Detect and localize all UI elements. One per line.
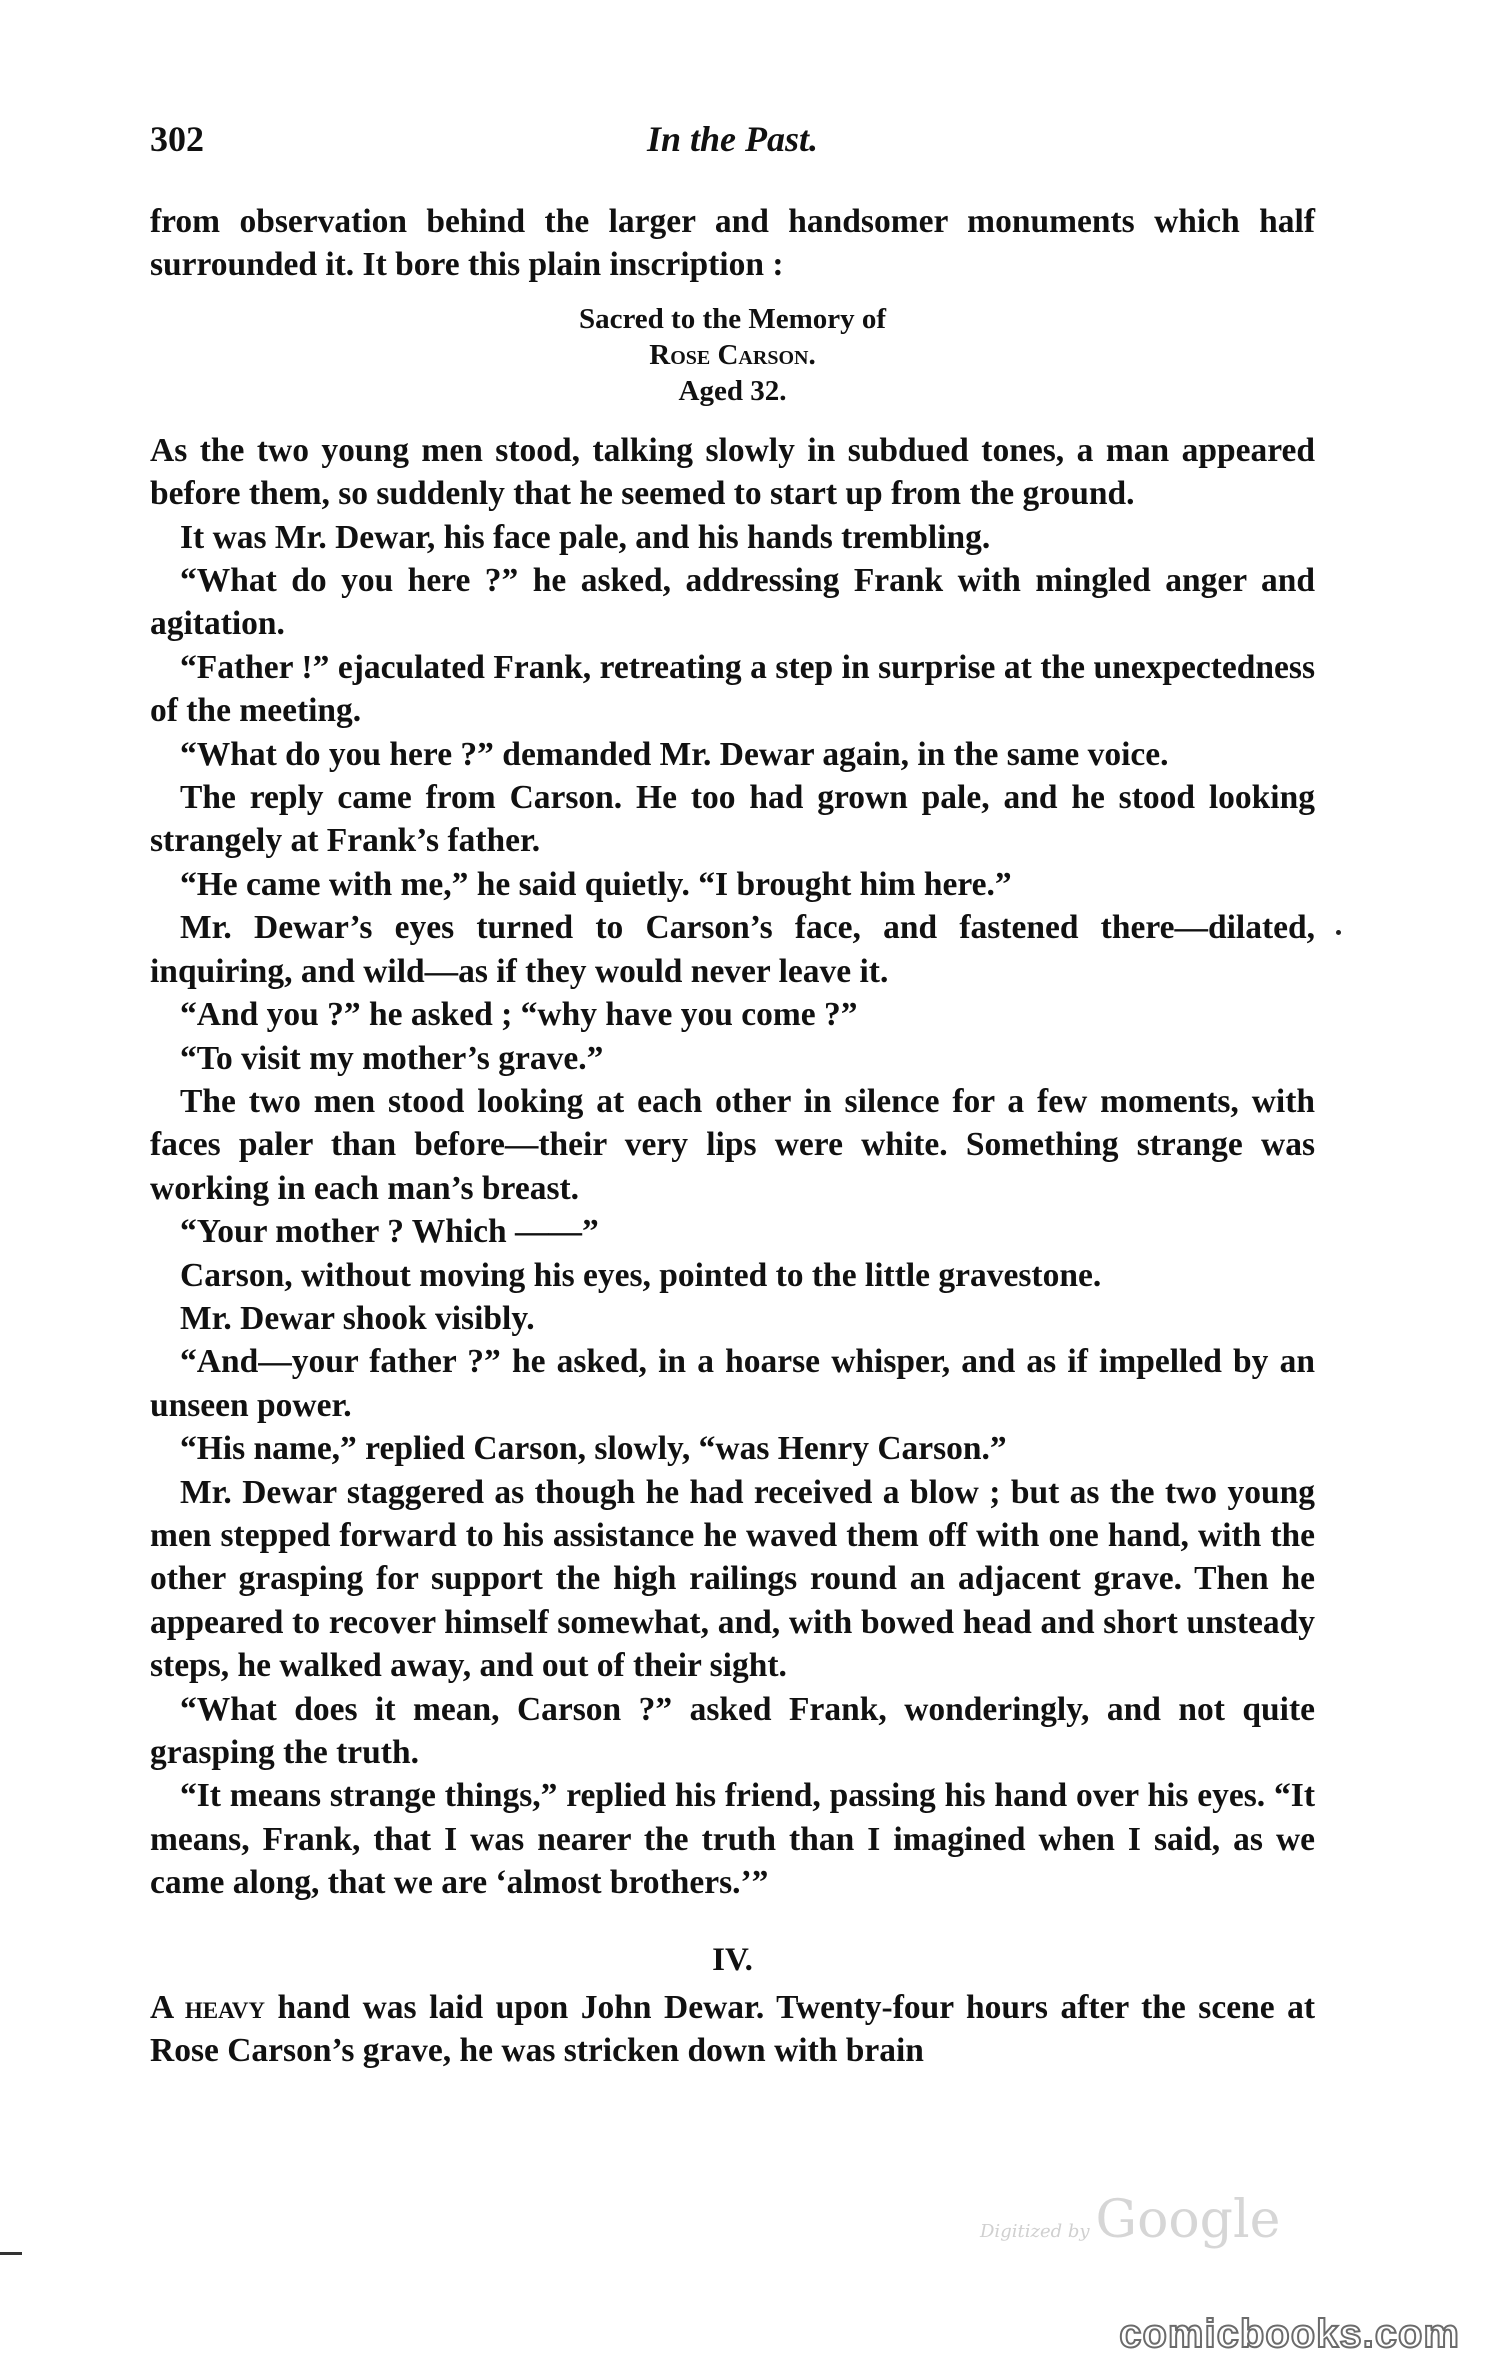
paragraph: “To visit my mother’s grave.” <box>180 1039 604 1077</box>
digitized-by-text: Digitized by <box>980 2221 1090 2242</box>
inscription-name: Rose Carson. <box>649 338 816 371</box>
paragraph: “What does it mean, Carson ?” asked Frank, wonderingly, and not quite grasping the truth. <box>150 1690 1315 1771</box>
section-number: IV. <box>712 1941 753 1978</box>
paragraph: The two men stood looking at each other in silence for a few moments, with faces paler than before—their very lips were white. Something strange was working in each man’s breast. <box>150 1082 1315 1207</box>
paragraph: “And—your father ?” he asked, in a hoarse whisper, and as if impelled by an unseen power. <box>150 1343 1315 1424</box>
paragraph: “What do you here ?” he asked, addressing Frank with mingled anger and agitation. <box>150 562 1315 643</box>
inscription-age: Aged 32. <box>678 374 787 407</box>
opening-rest: hand was laid upon John Dewar. Twenty-four hours after the scene at Rose Carson’s grave, he was stricken down with brain <box>150 1989 1315 2070</box>
section-opening-paragraph <box>150 1986 1315 2073</box>
page-header <box>150 118 1315 178</box>
paragraph: “Father !” ejaculated Frank, retreating a step in surprise at the unexpectedness of the meeting. <box>150 648 1315 730</box>
paragraph-list <box>150 429 1315 1905</box>
paragraph: The reply came from Carson. He too had grown pale, and he stood looking strangely at Frank’s father. <box>150 779 1315 860</box>
paragraph: It was Mr. Dewar, his face pale, and his hands trembling. <box>180 518 991 556</box>
site-watermark: comicbooks.com <box>1119 2312 1460 2356</box>
paragraph: “He came with me,” he said quietly. “I brought him here.” <box>180 865 1012 903</box>
page-number: 302 <box>150 119 204 159</box>
inscription-line: Sacred to the Memory of <box>578 302 887 335</box>
google-watermark <box>980 2190 1280 2250</box>
paragraph: from observation behind the larger and handsomer monuments which half surrounded it. It bore this plain inscription : <box>150 203 1315 284</box>
paragraph: “His name,” replied Carson, slowly, “was Henry Carson.” <box>180 1430 1007 1468</box>
page-edge-mark <box>0 2252 22 2255</box>
gravestone-inscription <box>150 301 1315 409</box>
page-body <box>150 200 1315 2073</box>
stray-ink-dot <box>1336 930 1341 935</box>
paragraph: “Your mother ? Which ——” <box>180 1213 599 1251</box>
paragraph: Mr. Dewar’s eyes turned to Carson’s face, and fastened there—dilated, inquiring, and wild—as if they would never leave it. <box>150 909 1315 990</box>
paragraph: Carson, without moving his eyes, pointed to the little gravestone. <box>180 1256 1102 1294</box>
paragraph: “And you ?” he asked ; “why have you come ?” <box>180 996 858 1034</box>
paragraph: Mr. Dewar shook visibly. <box>180 1299 535 1337</box>
paragraph: Mr. Dewar staggered as though he had received a blow ; but as the two young men stepped forward to his assistance he waved them off with one hand, with the other grasping for support the high railings round an adjacent grave. Then he appeared to recover himself somewhat, and, with bowed head and short unsteady steps, he walked away, and out of their sight. <box>150 1473 1315 1685</box>
paragraph: “It means strange things,” replied his friend, passing his hand over his eyes. “It means, Frank, that I was nearer the truth than I imagined when I said, as we came along, that we are ‘almost brothers.’” <box>150 1777 1315 1902</box>
opening-smallcaps: A heavy <box>150 1989 265 2027</box>
paragraph: “What do you here ?” demanded Mr. Dewar again, in the same voice. <box>180 735 1169 773</box>
running-title: In the Past. <box>646 119 819 159</box>
paragraph: As the two young men stood, talking slowly in subdued tones, a man appeared before them, so suddenly that he seemed to start up from the ground. <box>150 431 1315 513</box>
google-text: Google <box>1095 2190 1281 2250</box>
